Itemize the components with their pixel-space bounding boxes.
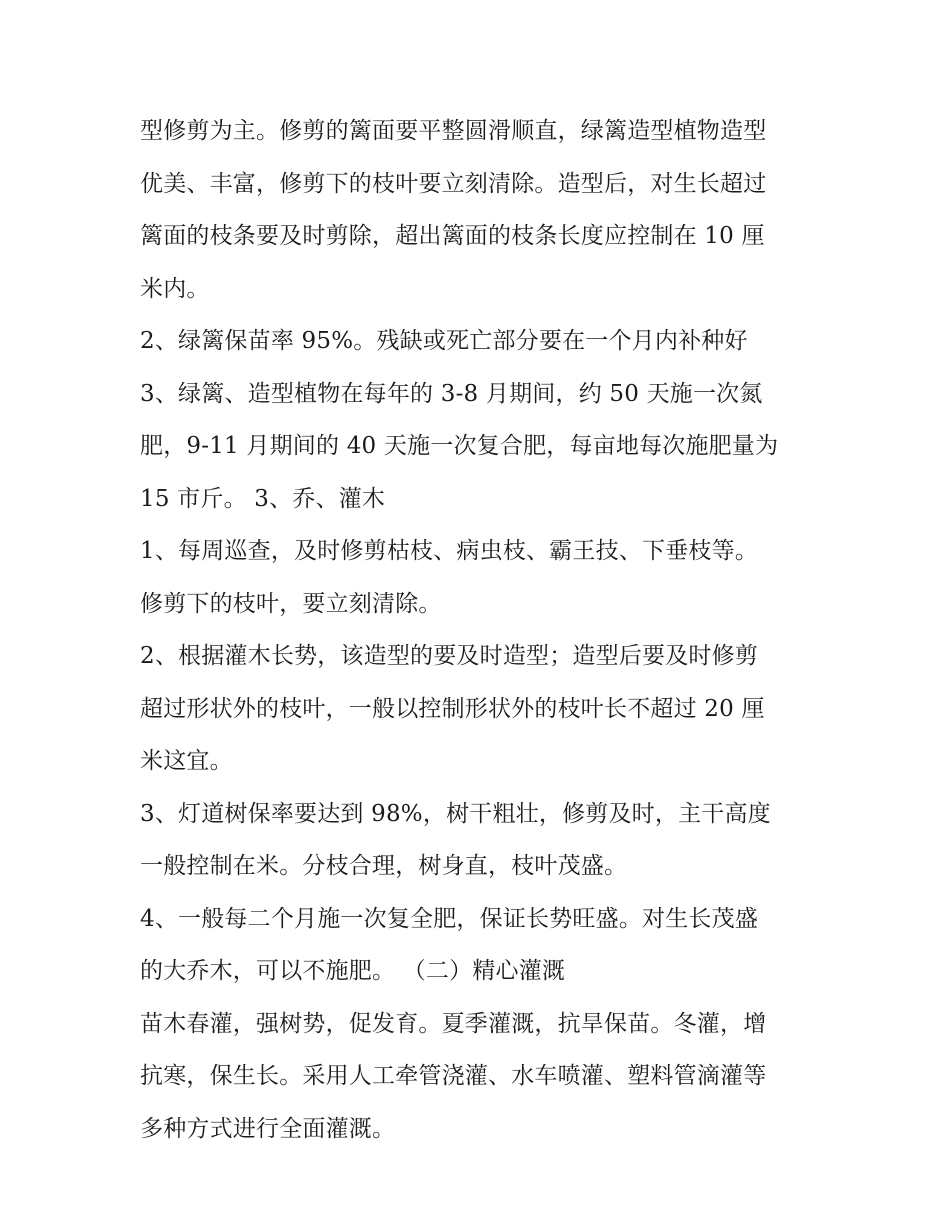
text-line: 米这宜。 xyxy=(140,748,233,774)
text-line: 篱面的枝条要及时剪除，超出篱面的枝条长度应控制在 10 厘 xyxy=(140,223,765,249)
text-line: 15 市斤。 3、乔、灌木 xyxy=(140,485,386,512)
text-line: 4、一般每二个月施一次复全肥，保证长势旺盛。对生长茂盛 xyxy=(140,905,759,932)
text-line: 1、每周巡查，及时修剪枯枝、病虫枝、霸王技、下垂枝等。 xyxy=(140,538,759,564)
text-line: 超过形状外的枝叶，一般以控制形状外的枝叶长不超过 20 厘 xyxy=(140,695,765,722)
text-line: 的大乔木，可以不施肥。 （二）精心灌溉 xyxy=(140,958,566,984)
text-line: 肥，9-11 月期间的 40 天施一次复合肥，每亩地每次施肥量为 xyxy=(140,433,779,459)
text-line: 3、灯道树保率要达到 98%，树干粗壮，修剪及时，主干高度 xyxy=(140,800,771,827)
text-line: 优美、丰富，修剪下的枝叶要立刻清除。造型后，对生长超过 xyxy=(140,170,767,197)
text-line: 型修剪为主。修剪的篱面要平整圆滑顺直，绿篱造型植物造型 xyxy=(140,118,767,144)
text-line: 2、绿篱保苗率 95%。残缺或死亡部分要在一个月内补种好 xyxy=(140,328,748,354)
text-line: 抗寒，保生长。采用人工牵管浇灌、水车喷灌、塑料管滴灌等 xyxy=(140,1063,767,1089)
text-line: 一般控制在米。分枝合理，树身直，枝叶茂盛。 xyxy=(140,853,628,879)
text-line: 3、绿篱、造型植物在每年的 3-8 月期间，约 50 天施一次氮 xyxy=(140,380,763,407)
text-line: 修剪下的枝叶，要立刻清除。 xyxy=(140,590,442,617)
text-line: 米内。 xyxy=(140,275,210,302)
text-line: 苗木春灌，强树势，促发育。夏季灌溉，抗旱保苗。冬灌，增 xyxy=(140,1010,767,1037)
text-line: 多种方式进行全面灌溉。 xyxy=(140,1115,396,1142)
text-line: 2、根据灌木长势，该造型的要及时造型；造型后要及时修剪 xyxy=(140,643,759,669)
body-text xyxy=(140,108,820,1158)
